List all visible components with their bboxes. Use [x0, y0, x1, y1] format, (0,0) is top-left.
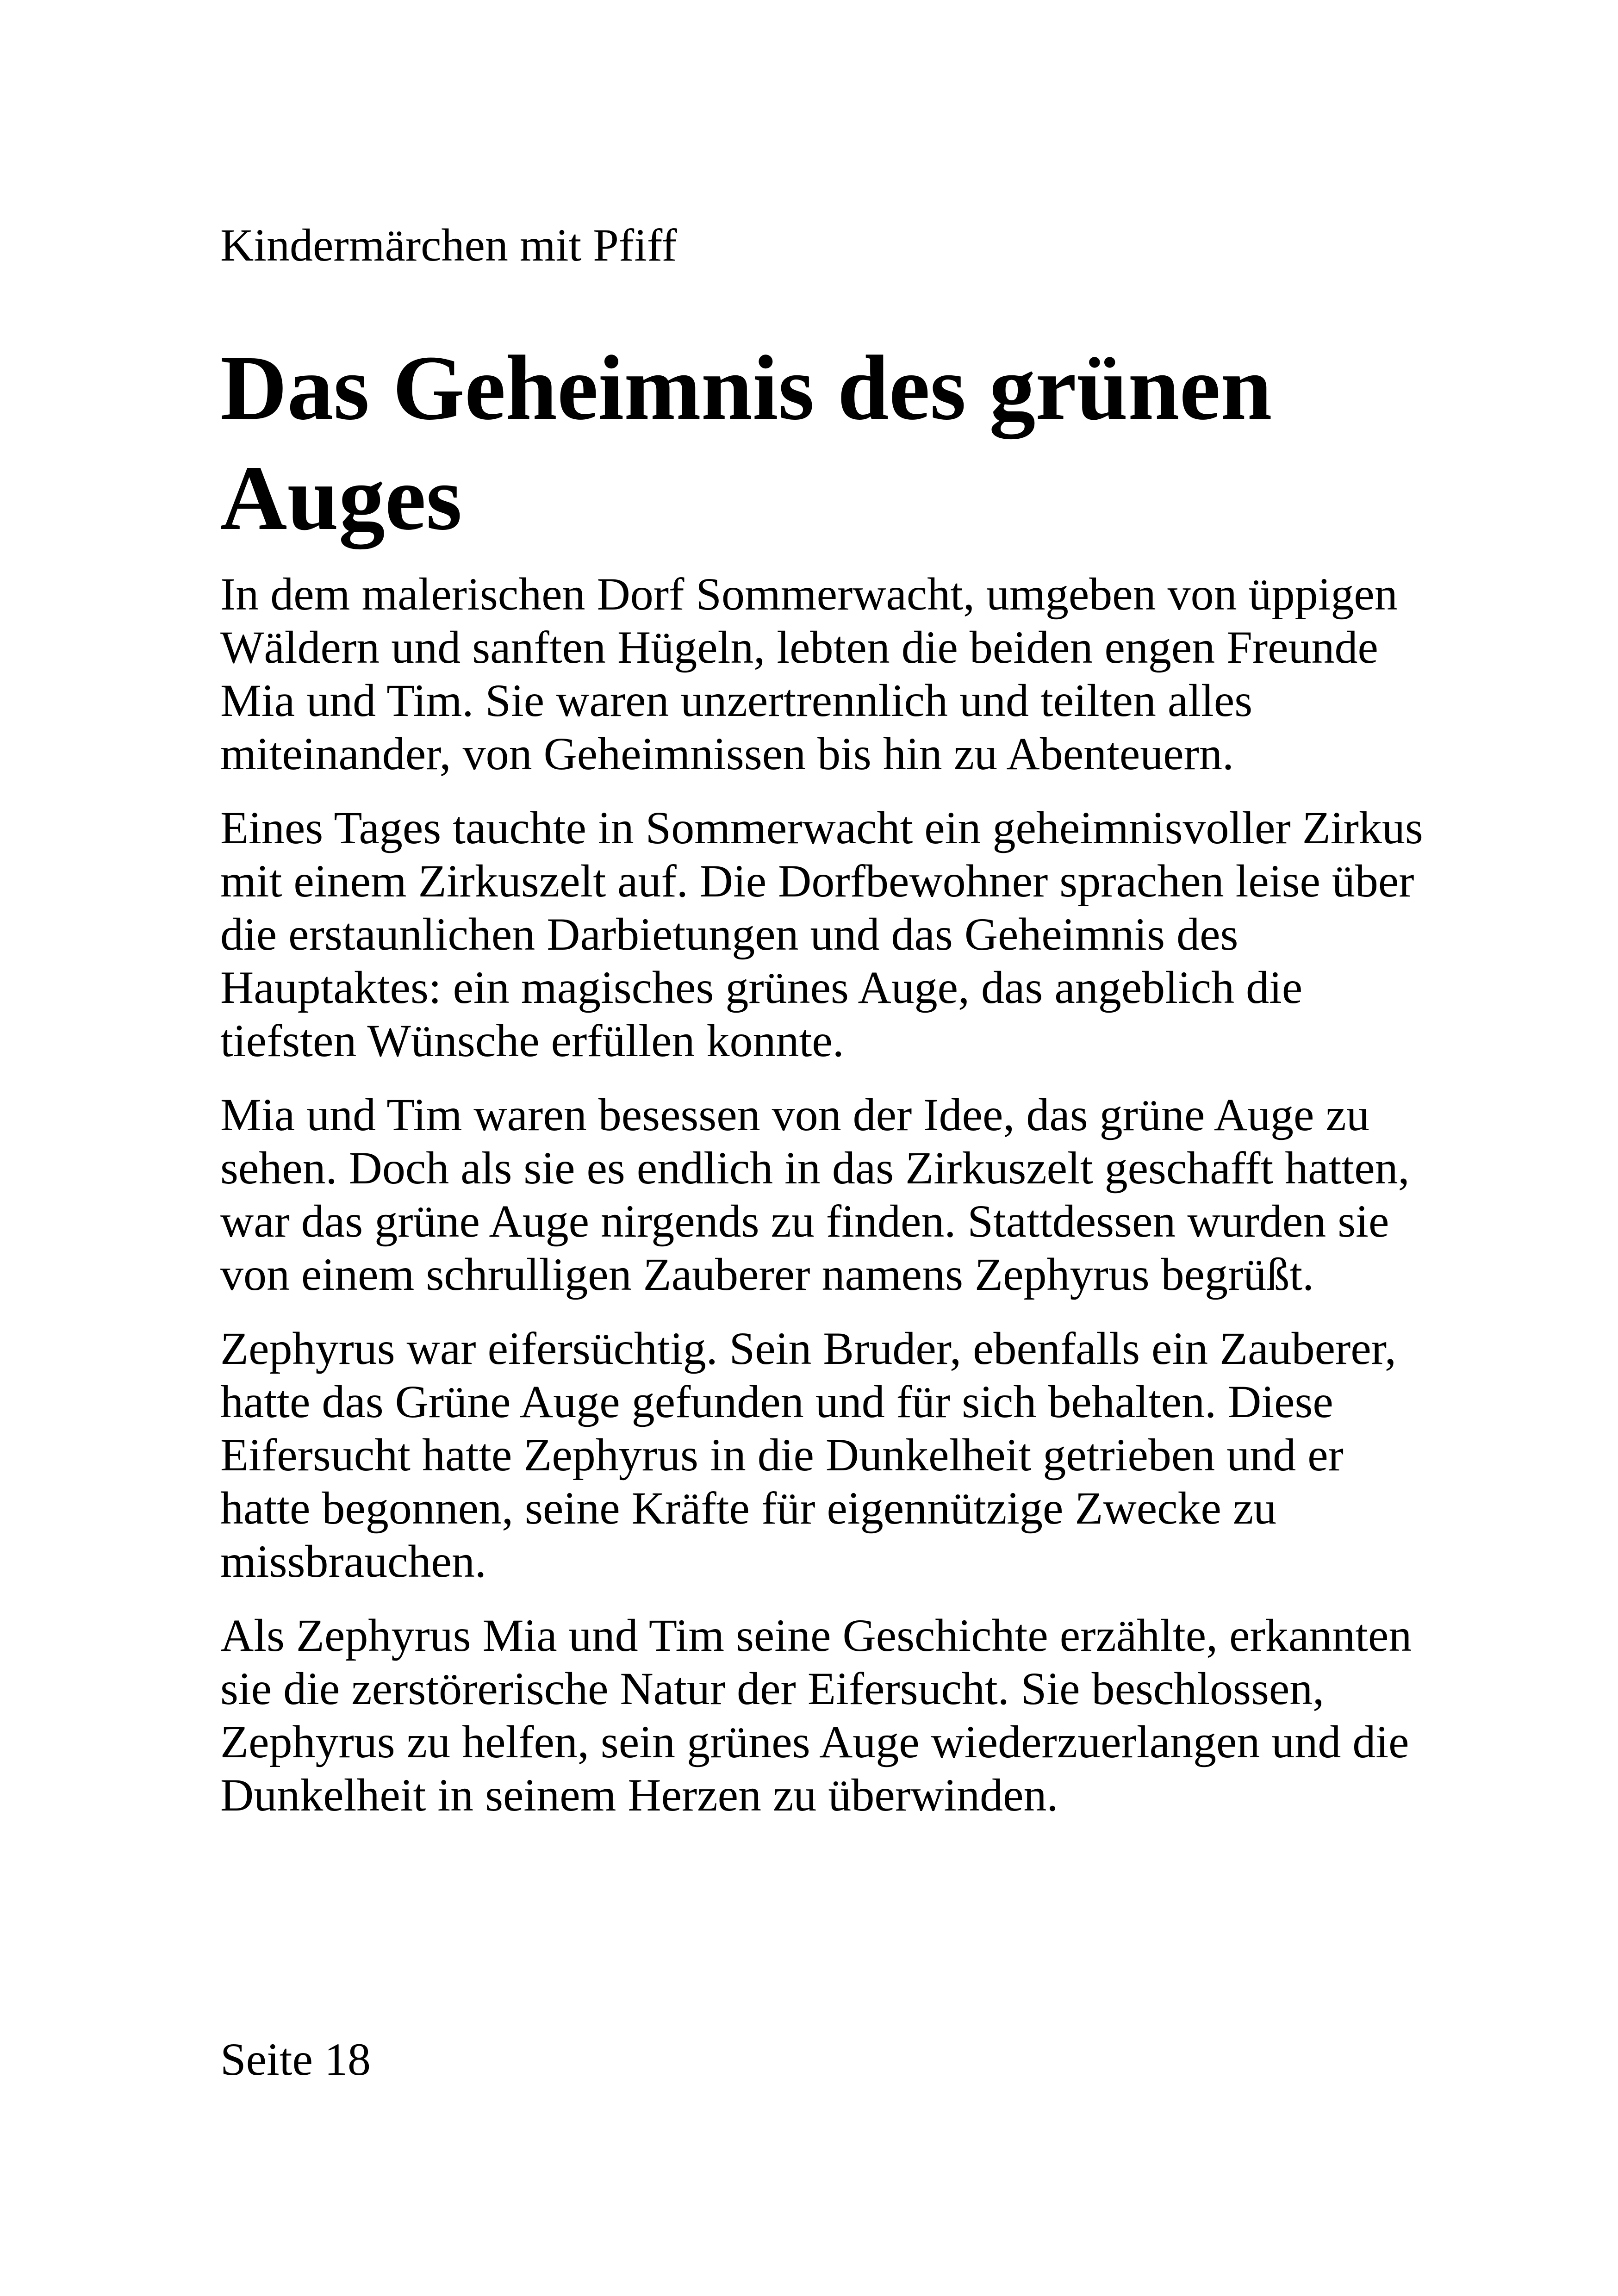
paragraph-4: Zephyrus war eifersüchtig. Sein Bruder, ebenfalls ein Zauberer, hatte das Grüne Auge gefunden und für sich behalten. Diese Eifersucht hatte Zephyrus in die Dunkelheit getrieben und er hatte begonnen, seine Kräfte für eigennützige Zwecke zu missbrauchen. — [220, 1323, 1397, 1587]
paragraph-1: In dem malerischen Dorf Sommerwacht, umgeben von üppigen Wäldern und sanften Hügeln, lebten die beiden engen Freunde Mia und Tim. Sie waren unzertrennlich und teilten alles miteinander, von Geheimnissen bis hin zu Abenteuern. — [220, 568, 1398, 779]
page-number: Seite 18 — [220, 2034, 371, 2085]
paragraph-5: Als Zephyrus Mia und Tim seine Geschichte erzählte, erkannten sie die zerstörerische Natur der Eifersucht. Sie beschlossen, Zephyrus zu helfen, sein grünes Auge wiederzuerlangen und die Dunkelheit in seinem Herzen zu überwinden. — [220, 1610, 1412, 1821]
paragraph-3: Mia und Tim waren besessen von der Idee, das grüne Auge zu sehen. Doch als sie es endlich in das Zirkuszelt geschafft hatten, war das grüne Auge nirgends zu finden. Stattdessen wurden sie von einem schrulligen Zauberer namens Zephyrus begrüßt. — [220, 1089, 1410, 1300]
story-title: Das Geheimnis des grünen Auges — [220, 337, 1272, 549]
paragraph-2: Eines Tages tauchte in Sommerwacht ein geheimnisvoller Zirkus mit einem Zirkuszelt auf. Die Dorfbewohner sprachen leise über die erstaunlichen Darbietungen und das Geheimnis des Hauptaktes: ein magisches grünes Auge, das angeblich die tiefsten Wünsche erfüllen konnte. — [220, 802, 1423, 1066]
story-body — [220, 567, 1424, 1842]
running-header: Kindermärchen mit Pfiff — [220, 219, 677, 271]
